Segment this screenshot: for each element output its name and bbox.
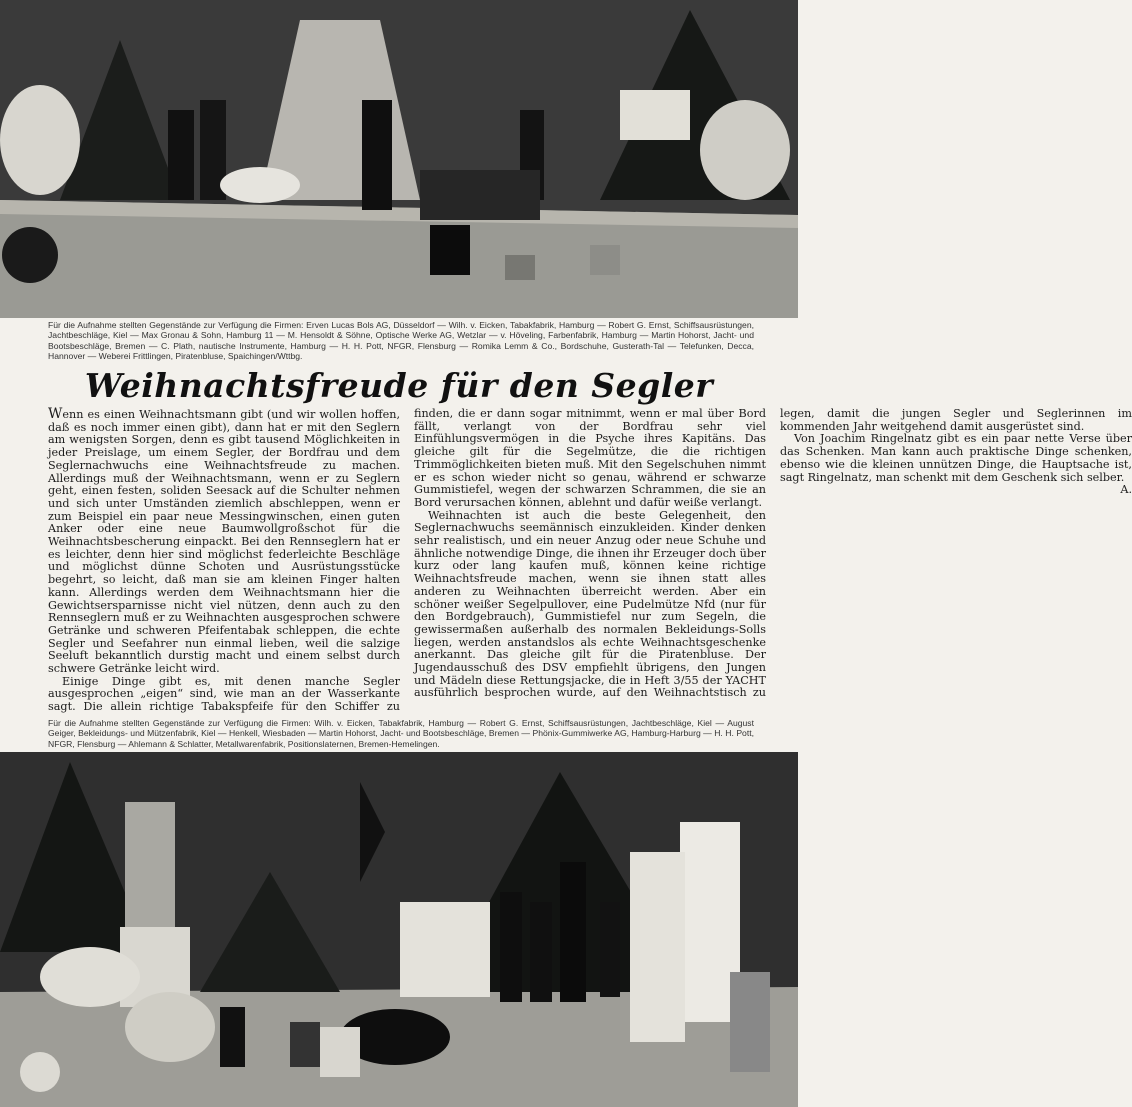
gift-table-illustration-bottom: [0, 752, 798, 1107]
article-paragraph: Wenn es einen Weihnachtsmann gibt (und wir wollen hoffen, daß es noch immer einen gibt), dann hat er mit den Seglern am wenigsten Sorgen, denn es gibt tausend Möglichkeiten in jeder Preislage, um einem Segler, der Bordfrau und dem Seglernachwuchs eine Weihnachtsfreude zu machen. Allerdings muß der Weihnachtsmann, wenn er zu Seglern geht, einen festen, soliden Seesack auf die Schulter nehmen und sich unter Umständen ziemlich abschleppen, wenn er zum Beispiel ein paar neue Messingwinschen, einen guten Anker oder eine neue Baumwollgroßschot für die Weihnachtsbescherung einpackt. Bei den Rennseglern hat er es leichter, denn hier sind möglichst federleichte Beschläge und möglichst dünne Schoten und Ausrüstungsstücke begehrt, so leicht, daß man sie am kleinen Finger halten kann. Allerdings werden dem Weihnachtsmann hier die Gewichtsersparnisse nicht viel nützen, denn auch zu den Rennseglern muß er zu Weihnachten ausgesprochen schwere Getränke und schweren Pfeifentabak schleppen, die echte Segler und Seefahrer nun einmal lieben, weil die salzige Seeluft bekanntlich durstig macht und einem selbst durch schwere Getränke leicht wird.: [48, 406, 400, 676]
lamp-icon: [125, 802, 175, 932]
binoculars-icon: [430, 225, 470, 275]
bottle-icon: [168, 110, 194, 200]
page-title: Weihnachtsfreude für den Segler: [84, 366, 714, 405]
photo-gifts-bottom: [0, 752, 798, 1107]
article-paragraph: Weihnachten ist auch die beste Gelegenheit, den Seglernachwuchs seemännisch einzukleiden. Kinder denken sehr realistisch, und ein neuer Anzug oder neue Schuhe und ähnliche notwendige Dinge, die ihnen ihr Erzeuger doch über kurz oder lang kaufen muß, können keine richtige Weihnachtsfreude machen, wenn sie ihnen statt alles anderen zu Weihnachten überreicht werden. Aber ein schöner weißer Segelpullover, eine Pudelmütze Nfd (nur für den Bordgebrauch), Gummistiefel nur zum Segeln, die gewissermaßen außerhalb des normalen Bekleidungs-Solls liegen, werden anstandslos als echte Weihnachtsgeschenke anerkannt. Das gleiche gilt für die Piratenbluse. Der Jugendausschuß des DSV empfiehlt übrigens, den Jungen und Mädeln diese Rettungsjacke, die in Heft 3/55 der YACHT ausführlich besprochen wurde, auf den Weihnachtstisch zu legen, damit die jungen Segler und Seglerinnen im kommenden Jahr weitgehend damit ausgerüstet sind.: [414, 407, 1132, 700]
article-paragraph: Von Joachim Ringelnatz gibt es ein paar nette Verse über das Schenken. Man kann auch praktische Dinge schenken, ebenso wie die kleinen unnützen Dinge, die Hauptsache ist, sagt Ringelnatz, man schenkt mit dem Geschenk sich selber.: [780, 432, 1132, 484]
photo-gifts-top: [0, 0, 798, 318]
bottle-icon: [500, 892, 522, 1002]
shoes-icon: [220, 167, 300, 203]
caption-bottom: Für die Aufnahme stellten Gegenstände zur Verfügung die Firmen: Wilh. v. Eicken, Tabakfabrik, Hamburg — Robert G. Ernst, Schiffsausrüstungen, Jachtbeschläge, Kiel — August Geiger, Bekleidungs- und Mützenfabrik, Kiel — Henkell, Wiesbaden — Martin Hohorst, Jacht- und Bootsbeschläge, Bremen — Phönix-Gummiwerke AG, Hamburg-Harburg — H. H. Pott, NFGR, Flensburg — Ahlemann & Schlatter, Metallwarenfabrik, Positionslaternen, Bremen-Hemelingen.: [48, 718, 754, 749]
gift-table-illustration: [0, 0, 798, 318]
caption-top: Für die Aufnahme stellten Gegenstände zur Verfügung die Firmen: Erven Lucas Bols AG, Düsseldorf — Wilh. v. Eicken, Tabakfabrik, Hamburg — Robert G. Ernst, Schiffsausrüstungen, Jachtbeschläge, Kiel — Max Gronau & Sohn, Hamburg 11 — M. Hensoldt & Söhne, Optische Werke AG, Wetzlar — v. Höveling, Farbenfabrik, Hamburg — Martin Hohorst, Jacht- und Bootsbeschläge, Bremen — C. Plath, nautische Instrumente, Hamburg — H. H. Pott, NFGR, Flensburg — Romika Lemm & Co., Bordschuhe, Gusterath-Tal — Telefunken, Decca, Hannover — Weberei Frittlingen, Piratenbluse, Spaichingen/Wttbg.: [48, 320, 754, 362]
article-body: [48, 406, 1132, 714]
article-paragraph: Einige Dinge gibt es, mit denen manche Segler ausgesprochen „eigen“ sind, wie man an der Wasserkante sagt. Die allein richtige Tabakspfeife für den Schiffer zu finden, die er dann sogar mitnimmt, wenn er mal über Bord fällt, verlangt von der Bordfrau sehr viel Einfühlungsvermögen in die Psyche ihres Kapitäns. Das gleiche gilt für die Segelmütze, die die richtigen Trimmöglichkeiten bieten muß. Mit den Segelschuhen nimmt er es schon wieder nicht so genau, während er schwarze Gummistiefel, wegen der schwarzen Schrammen, die sie an Bord verursachen können, ablehnt und dafür weiße verlangt.: [48, 407, 766, 714]
author-signature: A.: [1120, 483, 1132, 497]
